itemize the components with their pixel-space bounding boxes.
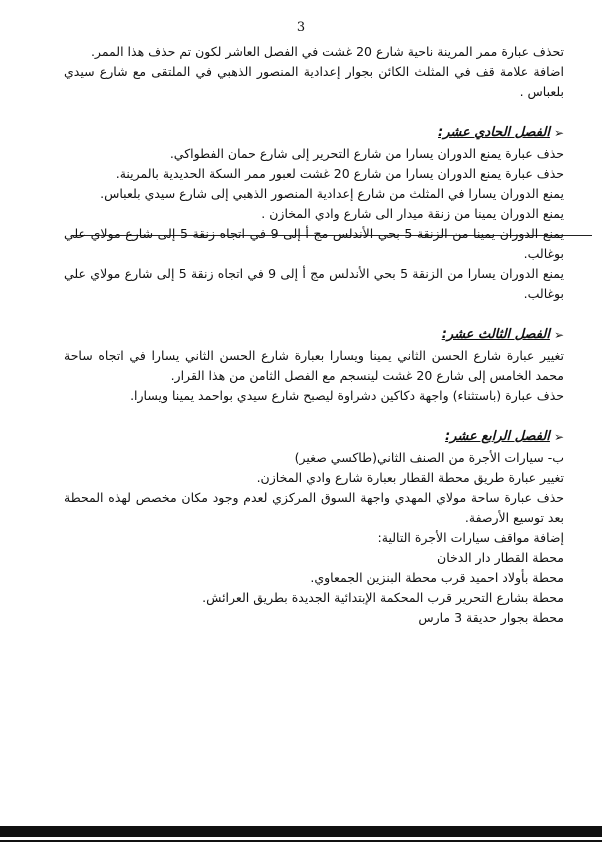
footer-rule — [0, 826, 602, 837]
paragraph: يمنع الدوران يسارا في المثلث من شارع إعدادية المنصور الذهبي إلى شارع سيدي بلعباس. — [100, 186, 564, 201]
check-arrow-icon: ➢ — [553, 328, 564, 342]
paragraph: اضافة علامة قف في المثلث الكائن بجوار إعدادية المنصور الذهبي في الملتقى مع شارع سيدي بلعباس . — [64, 64, 564, 99]
check-arrow-icon: ➢ — [553, 430, 564, 444]
paragraph: محطة بجوار حديقة 3 مارس — [418, 610, 564, 625]
paragraph: يمنع الدوران يمينا من الزنقة 5 بحي الأندلس مج أ إلى 9 في اتجاه زنقة 5 إلى شارع مولاي علي بوغالب. — [64, 226, 564, 261]
page-number: 3 — [296, 20, 306, 35]
paragraph: إضافة مواقف سيارات الأجرة التالية: — [377, 530, 564, 545]
section-title: الفصل الثالث عشر: — [441, 327, 550, 342]
paragraph: ب- سيارات الأجرة من الصنف الثاني(طاكسي صغير) — [294, 450, 564, 465]
paragraph: حذف عبارة يمنع الدوران يسارا من شارع 20 غشت لعبور ممر السكة الحديدية بالمرينة. — [115, 166, 564, 181]
document-body — [64, 42, 564, 628]
section-title: الفصل الرابع عشر: — [444, 429, 550, 444]
section-title: الفصل الحادي عشر: — [438, 125, 550, 140]
check-arrow-icon: ➢ — [553, 126, 564, 140]
footer-rule-thin — [0, 840, 602, 842]
paragraph: تغيير عبارة شارع الحسن الثاني يمينا ويسارا بعبارة شارع الحسن الثاني يسارا في اتجاه ساحة محمد الخامس إلى شارع 20 غشت لينسجم مع الفصل الثامن من هذا القرار. — [64, 348, 564, 383]
paragraph: يمنع الدوران يسارا من الزنقة 5 بحي الأندلس مج أ إلى 9 في اتجاه زنقة 5 إلى شارع مولاي علي بوغالب. — [64, 266, 564, 301]
paragraph: يمنع الدوران يمينا من زنقة ميدار الى شارع وادي المخازن . — [261, 206, 564, 221]
paragraph: محطة القطار دار الدخان — [437, 550, 564, 565]
paragraph: تحذف عبارة ممر المرينة ناحية شارع 20 غشت في الفصل العاشر لكون تم حذف هذا الممر. — [90, 44, 564, 59]
paragraph: حذف عبارة يمنع الدوران يسارا من شارع التحرير إلى شارع حمان الفطواكي. — [169, 146, 564, 161]
paragraph: حذف عبارة ساحة مولاي المهدي واجهة السوق المركزي لعدم وجود مكان مخصص لهذه المحطة بعد توسيع الأرصفة. — [64, 490, 564, 525]
section-heading-11 — [64, 122, 564, 144]
section-heading-13 — [64, 324, 564, 346]
paragraph: محطة بشارع التحرير قرب المحكمة الإبتدائية الجديدة بطريق العرائش. — [202, 590, 564, 605]
paragraph: محطة بأولاد احميد قرب محطة البنزين الجمعاوي. — [310, 570, 564, 585]
section-heading-14 — [64, 426, 564, 448]
paragraph: تغيير عبارة طريق محطة القطار بعبارة شارع وادي المخازن. — [256, 470, 564, 485]
paragraph: حذف عبارة (باستثناء) واجهة دكاكين دشراوة ليصبح شارع سيدي بواحمد يمينا ويسارا. — [130, 388, 564, 403]
